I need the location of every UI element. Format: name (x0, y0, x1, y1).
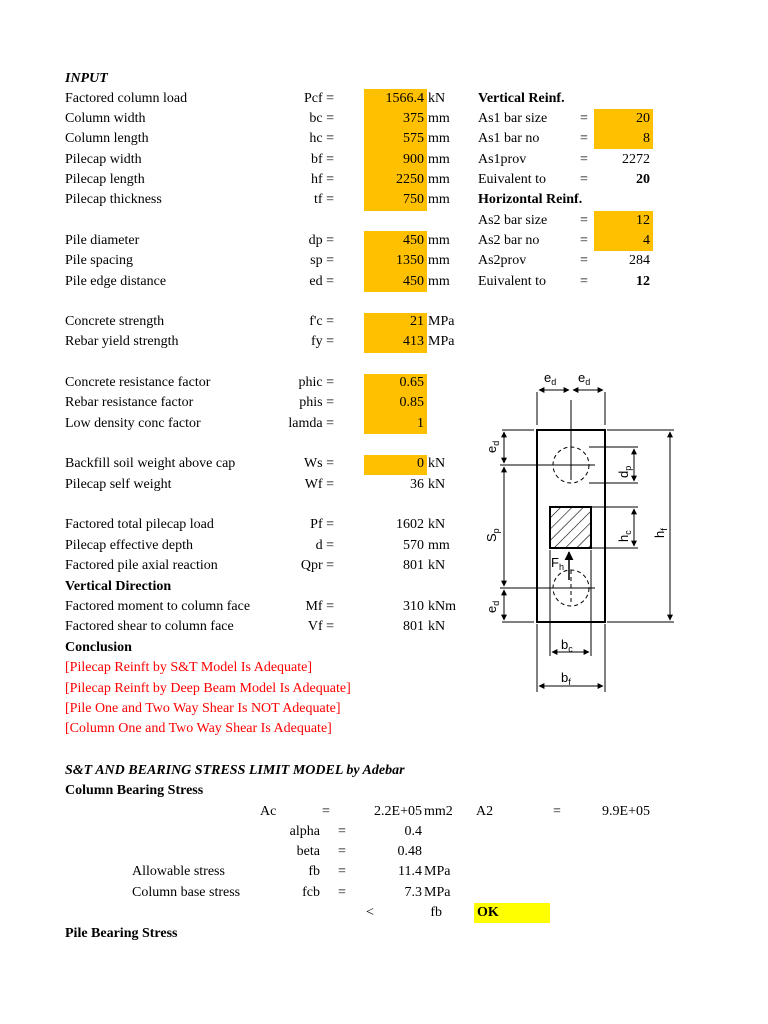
conclusion-item: [Pilecap Reinft by S&T Model Is Adequate] (65, 660, 313, 675)
vertical-reinf-heading: Vertical Reinf. (478, 91, 565, 106)
conclusion-heading: Conclusion (65, 640, 132, 655)
input-label: Column width (65, 111, 146, 126)
input-symbol: hc = (309, 131, 334, 146)
allowable-stress-value: 11.4 (398, 864, 422, 879)
input-label: Factored moment to column face (65, 599, 251, 614)
as1prov-value: 2272 (622, 152, 650, 167)
input-unit: mm (428, 274, 450, 289)
input-value: 801 (403, 619, 424, 634)
input-label: Factored total pilecap load (65, 517, 214, 532)
input-value[interactable]: 750 (403, 192, 424, 207)
as1-bar-size-value[interactable]: 20 (636, 111, 650, 126)
column-base-stress-label: Column base stress (132, 885, 241, 900)
input-value: 1602 (396, 517, 424, 532)
column-base-stress-unit: MPa (424, 885, 451, 900)
sp-label: $S_p$ (484, 528, 501, 542)
input-value[interactable]: 2250 (396, 172, 424, 187)
ac-value: 2.2E+05 (374, 804, 422, 819)
input-label: Column length (65, 131, 149, 146)
input-label: Rebar yield strength (65, 334, 179, 349)
input-unit: kN (428, 517, 446, 532)
input-unit: kN (428, 558, 446, 573)
dp-label: $d_p$ (616, 465, 633, 478)
input-label: Factored column load (65, 91, 188, 106)
input-symbol: Pcf = (303, 91, 334, 106)
beta-value: 0.48 (397, 844, 422, 859)
as2prov-label: As2prov (478, 253, 527, 268)
input-value[interactable]: 0.85 (399, 395, 424, 410)
input-unit: kN (428, 477, 446, 492)
as2prov-value: 284 (629, 253, 650, 268)
a2-eq: = (553, 804, 561, 819)
input-symbol: lamda = (288, 416, 334, 431)
equivalent1-value: 20 (636, 172, 650, 187)
input-symbol: Vf = (307, 619, 334, 634)
input-unit: mm (428, 538, 450, 553)
fh-label: $F_h$ (551, 555, 564, 572)
allowable-stress-symbol: fb (308, 864, 320, 879)
alpha-value: 0.4 (404, 824, 422, 839)
input-unit: kN (428, 91, 446, 106)
input-label: Pile diameter (65, 233, 140, 248)
column-base-stress-value: 7.3 (404, 885, 422, 900)
input-unit: mm (428, 233, 450, 248)
as1-bar-no-label: As1 bar no (478, 131, 540, 146)
as1-bar-no-eq: = (580, 131, 588, 146)
equivalent2-value: 12 (636, 274, 650, 289)
ac-unit: mm2 (424, 804, 453, 819)
alpha-symbol: alpha (289, 824, 320, 839)
input-value[interactable]: 1 (417, 416, 424, 431)
input-symbol: Qpr = (300, 558, 334, 573)
as2-bar-no-eq: = (580, 233, 588, 248)
input-symbol: bf = (310, 152, 334, 167)
bf-label: $b_f$ (561, 670, 571, 687)
input-value[interactable]: 575 (403, 131, 424, 146)
input-unit: MPa (428, 314, 455, 329)
as1-bar-no-value[interactable]: 8 (643, 131, 650, 146)
input-unit: mm (428, 131, 450, 146)
beta-symbol: beta (296, 844, 320, 859)
input-symbol: bc = (309, 111, 334, 126)
input-unit: kN (428, 456, 446, 471)
input-symbol: hf = (310, 172, 334, 187)
input-unit: kN (428, 619, 446, 634)
as2-bar-size-value[interactable]: 12 (636, 213, 650, 228)
input-unit: mm (428, 172, 450, 187)
pile-bearing-heading: Pile Bearing Stress (65, 926, 178, 941)
a2-value: 9.9E+05 (602, 804, 650, 819)
input-value[interactable]: 900 (403, 152, 424, 167)
input-unit: mm (428, 192, 450, 207)
pilecap-diagram (470, 360, 690, 700)
vertical-direction-heading: Vertical Direction (65, 579, 172, 594)
input-value: 801 (403, 558, 424, 573)
allowable-stress-label: Allowable stress (132, 864, 225, 879)
input-value: 570 (403, 538, 424, 553)
input-label: Backfill soil weight above cap (65, 456, 236, 471)
allowable-stress-eq: = (338, 864, 346, 879)
as1prov-eq: = (580, 152, 588, 167)
input-value: 310 (403, 599, 424, 614)
input-label: Concrete strength (65, 314, 165, 329)
input-label: Pilecap thickness (65, 192, 162, 207)
conclusion-item: [Pile One and Two Way Shear Is NOT Adequate] (65, 701, 341, 716)
input-label: Factored shear to column face (65, 619, 234, 634)
column-section (550, 507, 591, 548)
as2-bar-no-value[interactable]: 4 (643, 233, 650, 248)
ed-label-left-top: $e_d$ (484, 440, 501, 453)
ac-symbol: Ac (260, 804, 277, 819)
a2-symbol: A2 (476, 804, 494, 819)
ed-label-top-right: $e_d$ (578, 370, 591, 387)
input-symbol: sp = (310, 253, 334, 268)
alpha-eq: = (338, 824, 346, 839)
bc-label: $b_c$ (561, 637, 573, 654)
input-label: Pile spacing (65, 253, 134, 268)
hc-label: $h_c$ (616, 530, 633, 542)
equivalent2-label: Euivalent to (478, 274, 547, 289)
input-symbol: Wf = (304, 477, 334, 492)
input-unit: MPa (428, 334, 455, 349)
input-label: Pilecap self weight (65, 477, 172, 492)
input-symbol: Ws = (303, 456, 334, 471)
as2-bar-size-label: As2 bar size (478, 213, 548, 228)
input-symbol: ed = (309, 274, 334, 289)
input-value[interactable]: 1566.4 (385, 91, 424, 106)
column-base-stress-symbol: fcb (302, 885, 320, 900)
hf-label: $h_f$ (652, 528, 669, 538)
horizontal-reinf-heading: Horizontal Reinf. (478, 192, 583, 207)
input-label: Pilecap width (65, 152, 142, 167)
equivalent2-eq: = (580, 274, 588, 289)
input-unit: kNm (428, 599, 456, 614)
input-value[interactable]: 375 (403, 111, 424, 126)
ac-eq: = (322, 804, 330, 819)
input-unit: mm (428, 253, 450, 268)
input-symbol: phic = (298, 375, 334, 390)
as2prov-eq: = (580, 253, 588, 268)
as2-bar-no-label: As2 bar no (478, 233, 540, 248)
input-value: 36 (410, 477, 424, 492)
input-heading: INPUT (65, 71, 108, 86)
ed-label-top-left: $e_d$ (544, 370, 557, 387)
beta-eq: = (338, 844, 346, 859)
ed-label-left-bottom: $e_d$ (484, 600, 501, 613)
compare-symbol: fb (430, 905, 442, 920)
st-model-heading: S&T AND BEARING STRESS LIMIT MODEL by Adebar (65, 763, 405, 778)
column-bearing-heading: Column Bearing Stress (65, 783, 204, 798)
input-value[interactable]: 21 (410, 314, 424, 329)
conclusion-item: [Column One and Two Way Shear Is Adequate] (65, 721, 332, 736)
input-symbol: fy = (310, 334, 334, 349)
as1-bar-size-eq: = (580, 111, 588, 126)
column-base-stress-eq: = (338, 885, 346, 900)
input-symbol: tf = (314, 192, 334, 207)
conclusion-item: [Pilecap Reinft by Deep Beam Model Is Adequate] (65, 681, 351, 696)
input-label: Concrete resistance factor (65, 375, 211, 390)
compare-operator: < (366, 905, 374, 920)
input-label: Pilecap length (65, 172, 145, 187)
ok-result: OK (477, 905, 499, 920)
input-symbol: d = (315, 538, 334, 553)
input-symbol: Mf = (305, 599, 334, 614)
input-label: Pilecap effective depth (65, 538, 194, 553)
input-label: Pile edge distance (65, 274, 167, 289)
as1-bar-size-label: As1 bar size (478, 111, 548, 126)
input-value[interactable]: 413 (403, 334, 424, 349)
input-label: Rebar resistance factor (65, 395, 194, 410)
input-value[interactable]: 0 (417, 456, 424, 471)
equivalent1-label: Euivalent to (478, 172, 547, 187)
input-symbol: phis = (299, 395, 334, 410)
equivalent1-eq: = (580, 172, 588, 187)
input-value[interactable]: 450 (403, 274, 424, 289)
input-unit: mm (428, 152, 450, 167)
input-unit: mm (428, 111, 450, 126)
input-label: Factored pile axial reaction (65, 558, 218, 573)
input-label: Low density conc factor (65, 416, 201, 431)
input-value[interactable]: 0.65 (399, 375, 424, 390)
as1prov-label: As1prov (478, 152, 527, 167)
input-symbol: f'c = (309, 314, 334, 329)
input-value[interactable]: 1350 (396, 253, 424, 268)
allowable-stress-unit: MPa (424, 864, 451, 879)
input-symbol: dp = (308, 233, 334, 248)
input-symbol: Pf = (310, 517, 334, 532)
input-value[interactable]: 450 (403, 233, 424, 248)
as2-bar-size-eq: = (580, 213, 588, 228)
